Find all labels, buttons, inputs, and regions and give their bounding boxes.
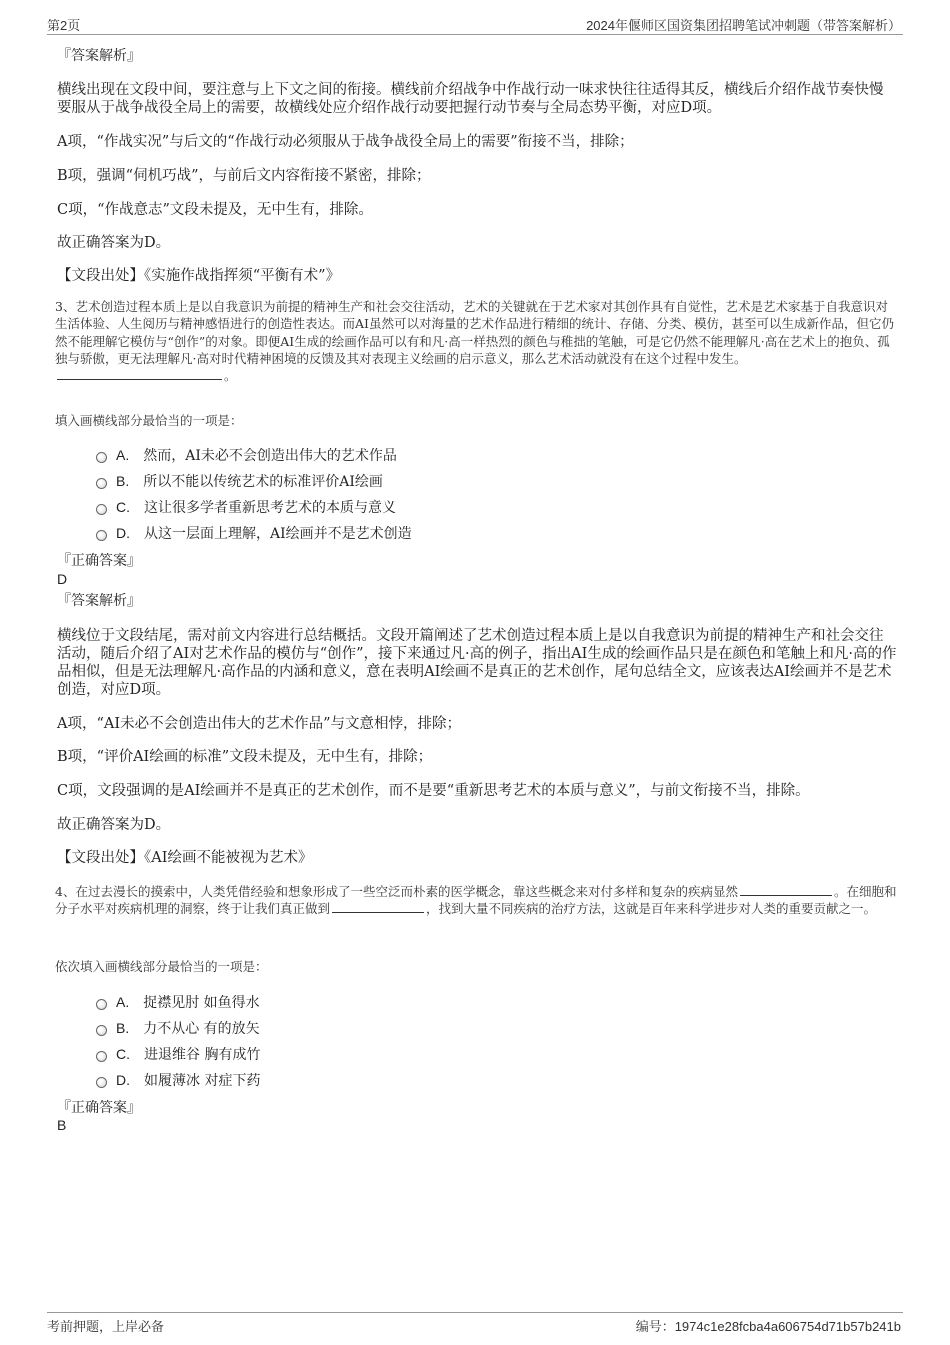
q3-analysis: 横线位于文段结尾，需对前文内容进行总结概括。文段开篇阐述了艺术创造过程本质上是以自我意识为前提的精神生产和社会交往活动，随后介绍了AI对艺术作品的模仿与“创作”，接下来通过凡·高的例子，指出AI生成的绘画作品只是在颜色和笔触上和凡·高的作品相似，但是无法理解凡·高作品的内涵和意义，意在表明AI绘画不是真正的艺术创作，尾句总结全文，应该表达AI绘画并不是艺术创造，对应D项。 (57, 628, 897, 698)
option-key: C. (116, 499, 130, 515)
option-key: A. (116, 447, 130, 463)
option-text: 所以不能以传统艺术的标准评价AI绘画 (143, 474, 383, 490)
option-text: 如履薄冰 对症下药 (144, 1073, 261, 1089)
q3-stem-end: 。 (224, 368, 237, 384)
q2-source: 【文段出处】《实施作战指挥须“平衡有术”》 (57, 268, 341, 284)
option-text: 捉襟见肘 如鱼得水 (143, 995, 260, 1011)
q2-analysis: 横线出现在文段中间，要注意与上下文之间的衔接。横线前介绍战争中作战行动一味求快往往适得其反，横线后介绍作战节奏快慢要服从于战争战役全局上的需要，故横线处应介绍作战行动要把握行动节奏与全局态势平衡，对应D项。 (57, 82, 884, 116)
q3-source: 【文段出处】《AI绘画不能被视为艺术》 (57, 850, 313, 866)
option-key: D. (116, 525, 130, 541)
option-text: 然而，AI未必不会创造出伟大的艺术作品 (143, 448, 397, 464)
q3-option-c-explanation: C项，文段强调的是AI绘画并不是真正的艺术创作，而不是要“重新思考艺术的本质与意义”，与前文衔接不当，排除。 (57, 783, 810, 799)
option-text: 从这一层面上理解，AI绘画并不是艺术创造 (144, 526, 412, 542)
radio-icon[interactable] (96, 504, 107, 515)
option-key: A. (116, 994, 130, 1010)
q4-option-d[interactable] (96, 1067, 260, 1093)
q4-stem (55, 883, 900, 918)
q2-analysis-label: 『答案解析』 (57, 48, 141, 64)
q3-option-d[interactable] (96, 520, 412, 546)
q2-option-c-explanation: C项，“作战意志”文段未提及，无中生有，排除。 (57, 202, 373, 218)
q2-conclusion: 故正确答案为D。 (57, 235, 171, 251)
page-header (47, 14, 903, 35)
q3-answer: D (57, 571, 68, 587)
q4-option-c[interactable] (96, 1041, 260, 1067)
q2-option-a-explanation: A项，“作战实况”与后文的“作战行动必须服从于战争战役全局上的需要”衔接不当，排除； (57, 134, 634, 150)
radio-icon[interactable] (96, 1077, 107, 1088)
q3-answer-label: 『正确答案』 (57, 553, 141, 569)
q3-option-b[interactable] (96, 468, 412, 494)
q4-prompt: 依次填入画横线部分最恰当的一项是： (55, 959, 268, 974)
q4-stem-part3: ，找到大量不同疾病的治疗方法，这就是百年来科学进步对人类的重要贡献之一。 (426, 901, 877, 917)
q2-option-b-explanation: B项，强调“伺机巧战”，与前后文内容衔接不紧密，排除； (57, 168, 431, 184)
q3-prompt: 填入画横线部分最恰当的一项是： (55, 413, 243, 428)
option-key: D. (116, 1072, 130, 1088)
q3-option-c[interactable] (96, 494, 412, 520)
option-text: 力不从心 有的放矢 (143, 1021, 260, 1037)
q4-option-b[interactable] (96, 1015, 260, 1041)
radio-icon[interactable] (96, 530, 107, 541)
document-title: 2024年偃师区国资集团招聘笔试冲刺题（带答案解析） (586, 18, 901, 33)
footer-slogan: 考前押题，上岸必备 (47, 1319, 165, 1334)
q4-options (96, 989, 260, 1093)
q4-stem-part2: 。在细胞和分子水平对疾病机理的洞察，终于让我们真正做到 (55, 884, 897, 917)
option-key: B. (116, 1020, 130, 1036)
option-text: 进退维谷 胸有成竹 (144, 1047, 261, 1063)
radio-icon[interactable] (96, 1025, 107, 1036)
page-footer (47, 1312, 903, 1339)
q3-stem (55, 298, 900, 384)
q3-options (96, 442, 412, 546)
option-key: B. (116, 473, 130, 489)
option-key: C. (116, 1046, 130, 1062)
q4-blank-1 (740, 885, 832, 896)
q4-answer: B (57, 1117, 67, 1133)
option-text: 这让很多学者重新思考艺术的本质与意义 (144, 500, 396, 516)
q3-stem-text: 3、艺术创造过程本质上是以自我意识为前提的精神生产和社会交往活动，艺术的关键就在于艺术家对其创作具有自觉性，艺术是艺术家基于自我意识对生活体验、人生阅历与精神感悟进行的创造性表达。而AI虽然可以对海量的艺术作品进行精细的统计、存储、分类、模仿，甚至可以生成新作品，但它仍然不能理解它模仿与“创作”的对象。即便AI生成的绘画作品可以有和凡·高一样热烈的颜色与稚拙的笔触，可是它仍然不能理解凡·高在艺术上的抱负、孤独与骄傲，更无法理解凡·高对时代精神困境的反馈及其对表现主义绘画的启示意义，那么艺术活动就没有在这个过程中发生。 (55, 299, 894, 366)
radio-icon[interactable] (96, 452, 107, 463)
q3-analysis-label: 『答案解析』 (57, 593, 141, 609)
q3-conclusion: 故正确答案为D。 (57, 817, 171, 833)
q4-blank-2 (332, 902, 424, 913)
q4-stem-part1: 4、在过去漫长的摸索中，人类凭借经验和想象形成了一些空泛而朴素的医学概念，靠这些概念来对付多样和复杂的疾病显然 (55, 884, 738, 899)
radio-icon[interactable] (96, 478, 107, 489)
q3-option-a[interactable] (96, 442, 412, 468)
q3-option-a-explanation: A项，“AI未必不会创造出伟大的艺术作品”与文意相悖，排除； (57, 716, 461, 732)
q3-blank (57, 369, 222, 380)
q4-answer-label: 『正确答案』 (57, 1100, 141, 1116)
page-number: 第2页 (47, 18, 81, 33)
footer-serial: 编号：1974c1e28fcba4a606754d71b57b241b (635, 1319, 901, 1334)
q4-option-a[interactable] (96, 989, 260, 1015)
q3-option-b-explanation: B项，“评价AI绘画的标准”文段未提及，无中生有，排除； (57, 749, 433, 765)
radio-icon[interactable] (96, 1051, 107, 1062)
radio-icon[interactable] (96, 999, 107, 1010)
